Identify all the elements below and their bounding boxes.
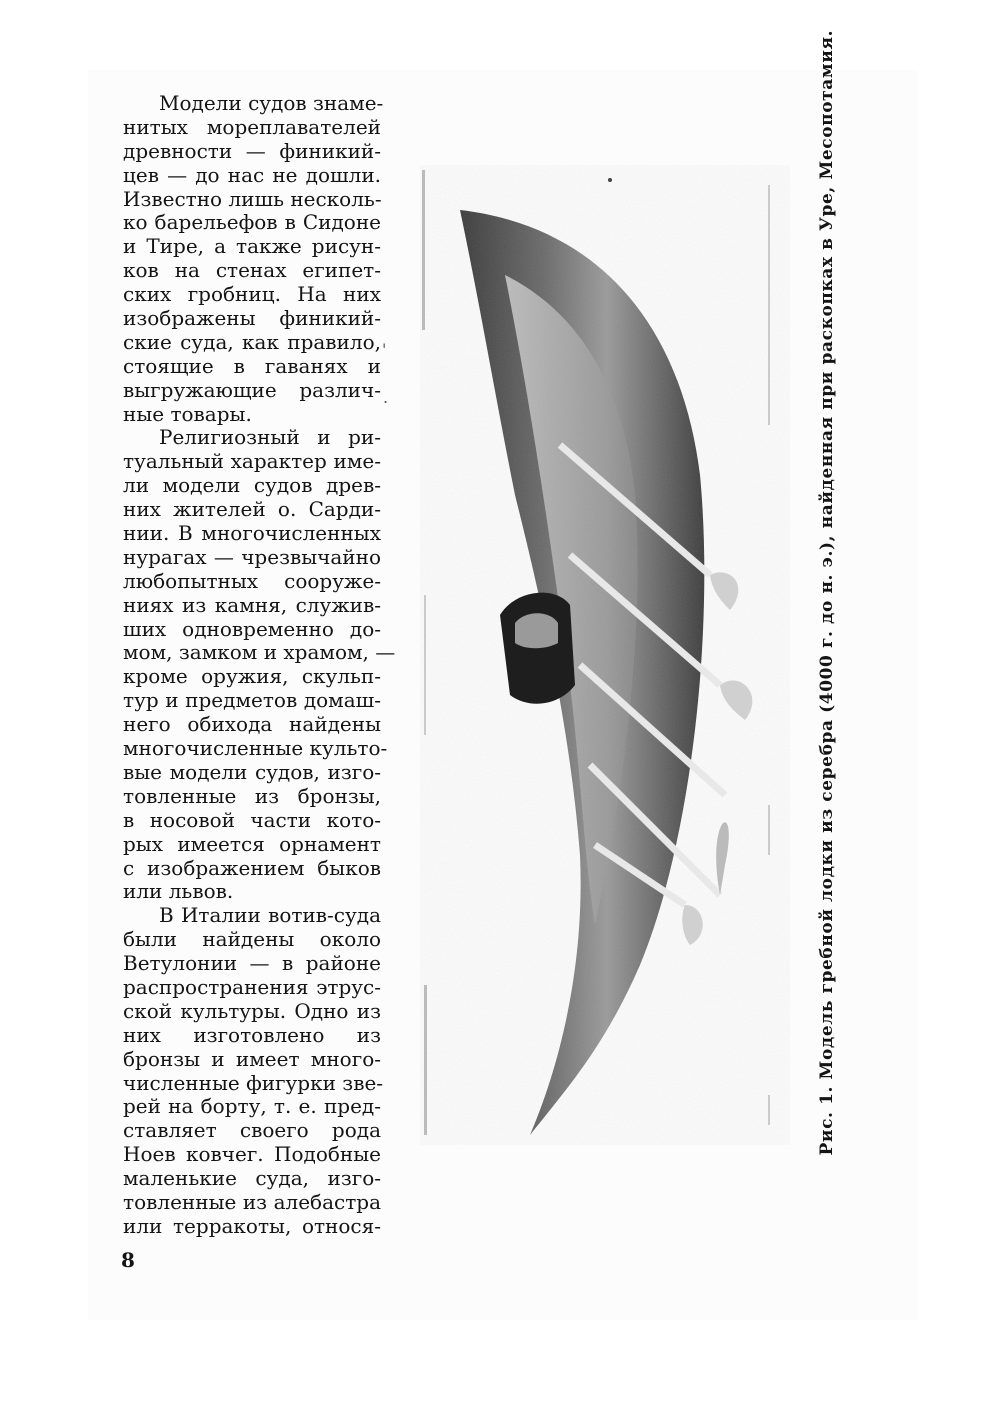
text-line: тур и предметов домаш- bbox=[123, 688, 381, 713]
text-line: ли модели судов древ- bbox=[123, 473, 381, 498]
text-line: Ноев ковчег. Подобные bbox=[123, 1142, 381, 1167]
text-line: маленькие суда, изго- bbox=[123, 1166, 381, 1191]
text-line: были найдены около bbox=[123, 927, 381, 952]
text-line: ской культуры. Одно из bbox=[123, 998, 381, 1023]
text-line: ских гробниц. На них bbox=[123, 282, 381, 307]
text-line: или львов. bbox=[123, 879, 234, 904]
text-line: нурагах — чрезвычайно bbox=[123, 544, 381, 569]
text-line: В Италии вотив-суда bbox=[159, 903, 381, 928]
figure-caption: Рис. 1. Модель гребной лодки из серебра (4000 г. до н. э.), найденная при раскопках в Уре, Месопотамия. bbox=[817, 29, 837, 1155]
text-line: бронзы и имеет много- bbox=[123, 1046, 381, 1071]
text-line: рей на борту, т. е. пред- bbox=[123, 1094, 381, 1119]
text-line: ших одновременно до- bbox=[123, 616, 381, 641]
text-line: товленные из бронзы, bbox=[123, 783, 381, 808]
text-line: ков на стенах египет- bbox=[123, 258, 381, 283]
text-line: ко барельефов в Сидоне bbox=[123, 210, 381, 235]
text-line: с изображением быков bbox=[123, 855, 381, 880]
text-line: изображены финикий- bbox=[123, 306, 381, 331]
text-line: мом, замком и храмом, — bbox=[123, 640, 396, 665]
text-line: цев — до нас не дошли. bbox=[123, 162, 381, 187]
text-line: них изготовлено из bbox=[123, 1022, 381, 1047]
text-line: Модели судов знаме- bbox=[159, 91, 384, 115]
text-line: и Тире, а также рисун- bbox=[123, 234, 381, 259]
figure-caption-area bbox=[812, 29, 842, 1155]
text-line: древности — финикий- bbox=[123, 138, 381, 163]
text-line: многочисленные культо- bbox=[123, 736, 388, 761]
text-line: ниях из камня, служив- bbox=[123, 592, 381, 617]
margin-speck: ' bbox=[382, 340, 387, 359]
text-line: Религиозный и ри- bbox=[159, 425, 381, 450]
body-text-column bbox=[123, 91, 396, 1239]
text-line: Ветулонии — в районе bbox=[123, 951, 381, 976]
text-line: Известно лишь несколь- bbox=[123, 186, 382, 211]
text-line: или терракоты, относя- bbox=[123, 1213, 381, 1238]
page-number: 8 bbox=[121, 1248, 135, 1272]
text-line: ные товары. bbox=[123, 401, 252, 426]
text-line: ставляет своего рода bbox=[123, 1118, 381, 1143]
text-line: нии. В многочисленных bbox=[123, 521, 381, 546]
text-line: выгружающие различ- bbox=[123, 377, 381, 402]
text-line: туальный характер име- bbox=[123, 449, 381, 474]
text-line: рых имеется орнамент bbox=[123, 831, 381, 856]
text-line: любопытных сооруже- bbox=[123, 568, 381, 593]
text-line: в носовой части кото- bbox=[123, 807, 381, 832]
text-line: вые модели судов, изго- bbox=[123, 759, 381, 784]
boat-cabin bbox=[500, 593, 575, 704]
text-line: ские суда, как правило, bbox=[123, 329, 381, 354]
boat-model-photo bbox=[420, 165, 790, 1145]
text-line: кроме оружия, скульп- bbox=[123, 664, 381, 689]
margin-speck: . bbox=[383, 388, 389, 407]
text-line: товленные из алебастра bbox=[123, 1189, 381, 1214]
text-line: нитых мореплавателей bbox=[123, 114, 381, 139]
text-line: него обихода найдены bbox=[123, 712, 381, 737]
text-line: распространения этрус- bbox=[123, 974, 381, 999]
text-line: численные фигурки зве- bbox=[123, 1070, 384, 1095]
text-line: них жителей о. Сарди- bbox=[123, 497, 381, 522]
text-line: стоящие в гаванях и bbox=[123, 353, 381, 378]
